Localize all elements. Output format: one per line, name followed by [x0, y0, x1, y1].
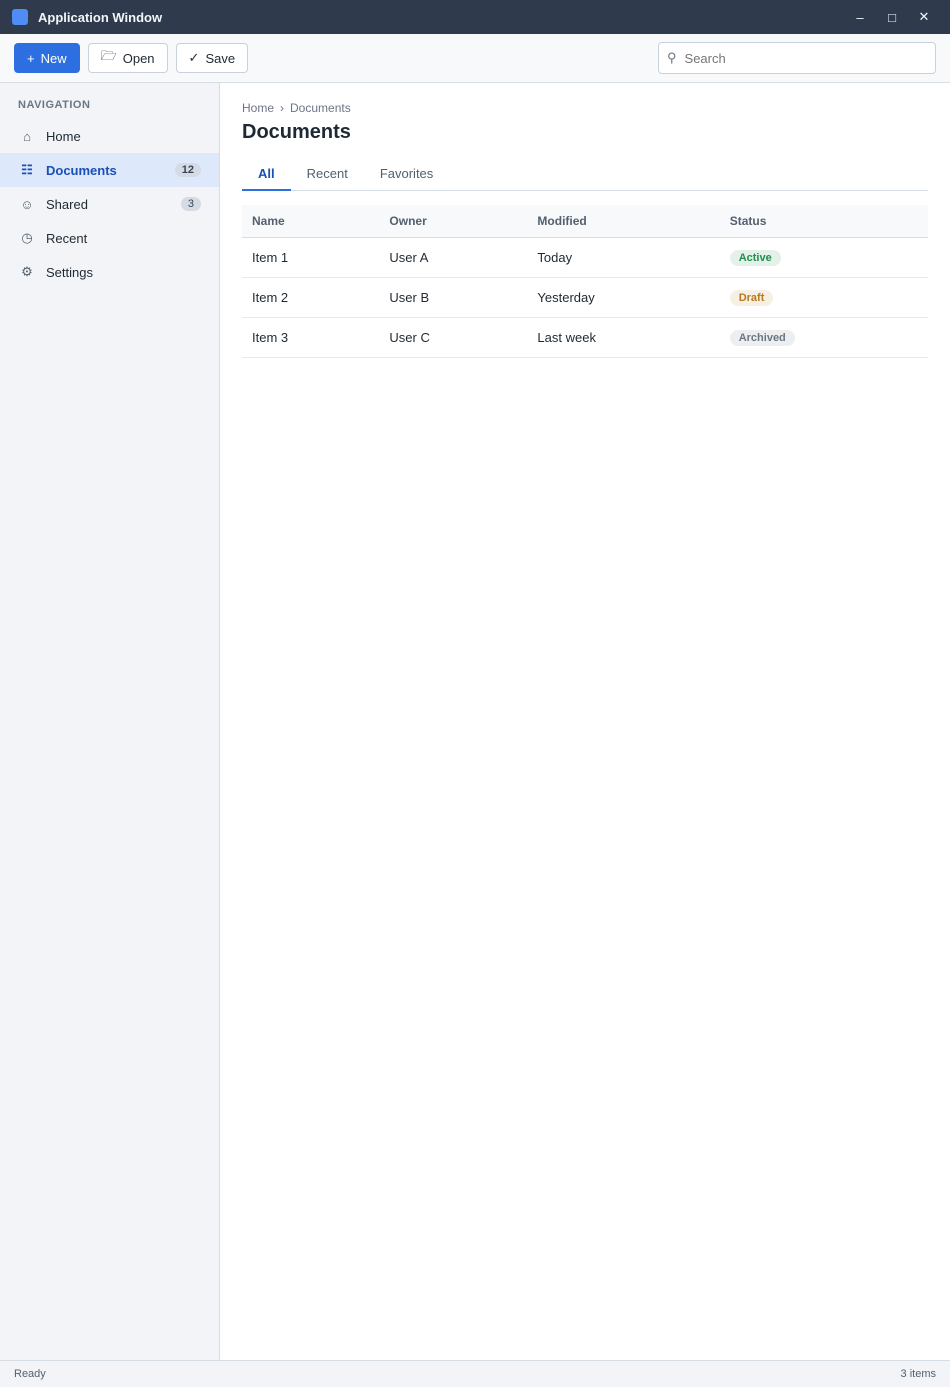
- cell-owner: User A: [379, 238, 527, 278]
- status-bar: [0, 1360, 950, 1387]
- page-title: Documents: [242, 121, 351, 143]
- breadcrumb-separator-icon: ›: [280, 101, 285, 115]
- open-button-label: Open: [122, 50, 155, 66]
- sidebar-item-label: Recent: [46, 230, 88, 246]
- data-table: [242, 205, 928, 358]
- title-bar[interactable]: [0, 0, 950, 34]
- tab-favorites[interactable]: Favorites: [379, 166, 434, 181]
- cell-status: [720, 238, 928, 278]
- cell-status: [720, 318, 928, 358]
- sidebar-item-label: Home: [46, 128, 81, 144]
- plus-icon: +: [27, 50, 35, 66]
- maximize-button[interactable]: □: [888, 9, 896, 25]
- search-input[interactable]: [683, 50, 927, 67]
- save-button-label: Save: [205, 50, 236, 66]
- sidebar-list: [0, 119, 219, 289]
- breadcrumb-item[interactable]: Documents: [290, 101, 351, 115]
- count-badge: 12: [175, 163, 201, 177]
- tab-all[interactable]: All: [242, 158, 291, 191]
- search-icon: ⚲: [667, 50, 677, 65]
- content-area: [0, 83, 950, 1360]
- cell-name: Item 3: [242, 318, 379, 358]
- table-row[interactable]: [242, 318, 928, 358]
- sidebar: [0, 83, 220, 1360]
- cell-name: Item 1: [242, 238, 379, 278]
- table-row[interactable]: [242, 238, 928, 278]
- document-icon: ☷: [21, 162, 33, 177]
- cell-owner: User C: [379, 318, 527, 358]
- clock-icon: ◷: [21, 230, 33, 245]
- status-badge: Draft: [730, 290, 774, 306]
- breadcrumb-item[interactable]: Home: [242, 101, 275, 115]
- item-count: 3 items: [900, 1368, 936, 1380]
- toolbar: [0, 34, 950, 83]
- cell-modified: Today: [527, 238, 719, 278]
- new-button-label: New: [40, 50, 67, 66]
- cell-modified: Yesterday: [527, 278, 719, 318]
- column-header[interactable]: Name: [242, 205, 379, 238]
- sidebar-item-shared[interactable]: [0, 187, 219, 221]
- window-title: Application Window: [38, 9, 163, 25]
- sidebar-item-label: Documents: [46, 162, 117, 178]
- open-button[interactable]: [88, 43, 168, 73]
- main-panel: [220, 83, 950, 1360]
- cell-name: Item 2: [242, 278, 379, 318]
- status-text: Ready: [14, 1368, 46, 1380]
- minimize-button[interactable]: –: [856, 9, 864, 25]
- table-body: [242, 238, 928, 358]
- tab-recent[interactable]: Recent: [306, 166, 348, 181]
- cell-owner: User B: [379, 278, 527, 318]
- status-badge: Active: [730, 250, 781, 266]
- status-badge: Archived: [730, 330, 795, 346]
- sidebar-heading: NAVIGATION: [18, 99, 91, 111]
- column-header[interactable]: Status: [720, 205, 928, 238]
- new-button[interactable]: [14, 43, 80, 73]
- column-header[interactable]: Modified: [527, 205, 719, 238]
- cell-status: [720, 278, 928, 318]
- sidebar-item-home[interactable]: [0, 119, 219, 153]
- sidebar-item-recent[interactable]: [0, 221, 219, 255]
- home-icon: ⌂: [23, 128, 31, 144]
- search-box[interactable]: [658, 42, 936, 74]
- folder-icon: 🗁: [100, 48, 117, 63]
- sidebar-item-settings[interactable]: [0, 255, 219, 289]
- users-icon: ☺: [20, 196, 34, 212]
- column-header[interactable]: Owner: [379, 205, 527, 238]
- app-logo-icon: [12, 9, 28, 25]
- cell-modified: Last week: [527, 318, 719, 358]
- save-button[interactable]: [176, 43, 249, 73]
- tab-bar: [242, 158, 928, 191]
- sidebar-item-label: Settings: [46, 264, 93, 280]
- table-row[interactable]: [242, 278, 928, 318]
- table-header-row: [242, 205, 928, 238]
- breadcrumb: [242, 101, 928, 115]
- count-badge: 3: [181, 197, 201, 211]
- gear-icon: ⚙: [21, 264, 33, 279]
- close-button[interactable]: ✕: [918, 9, 930, 24]
- sidebar-item-label: Shared: [46, 196, 88, 212]
- save-icon: ✓: [188, 50, 200, 65]
- sidebar-item-documents[interactable]: [0, 153, 219, 187]
